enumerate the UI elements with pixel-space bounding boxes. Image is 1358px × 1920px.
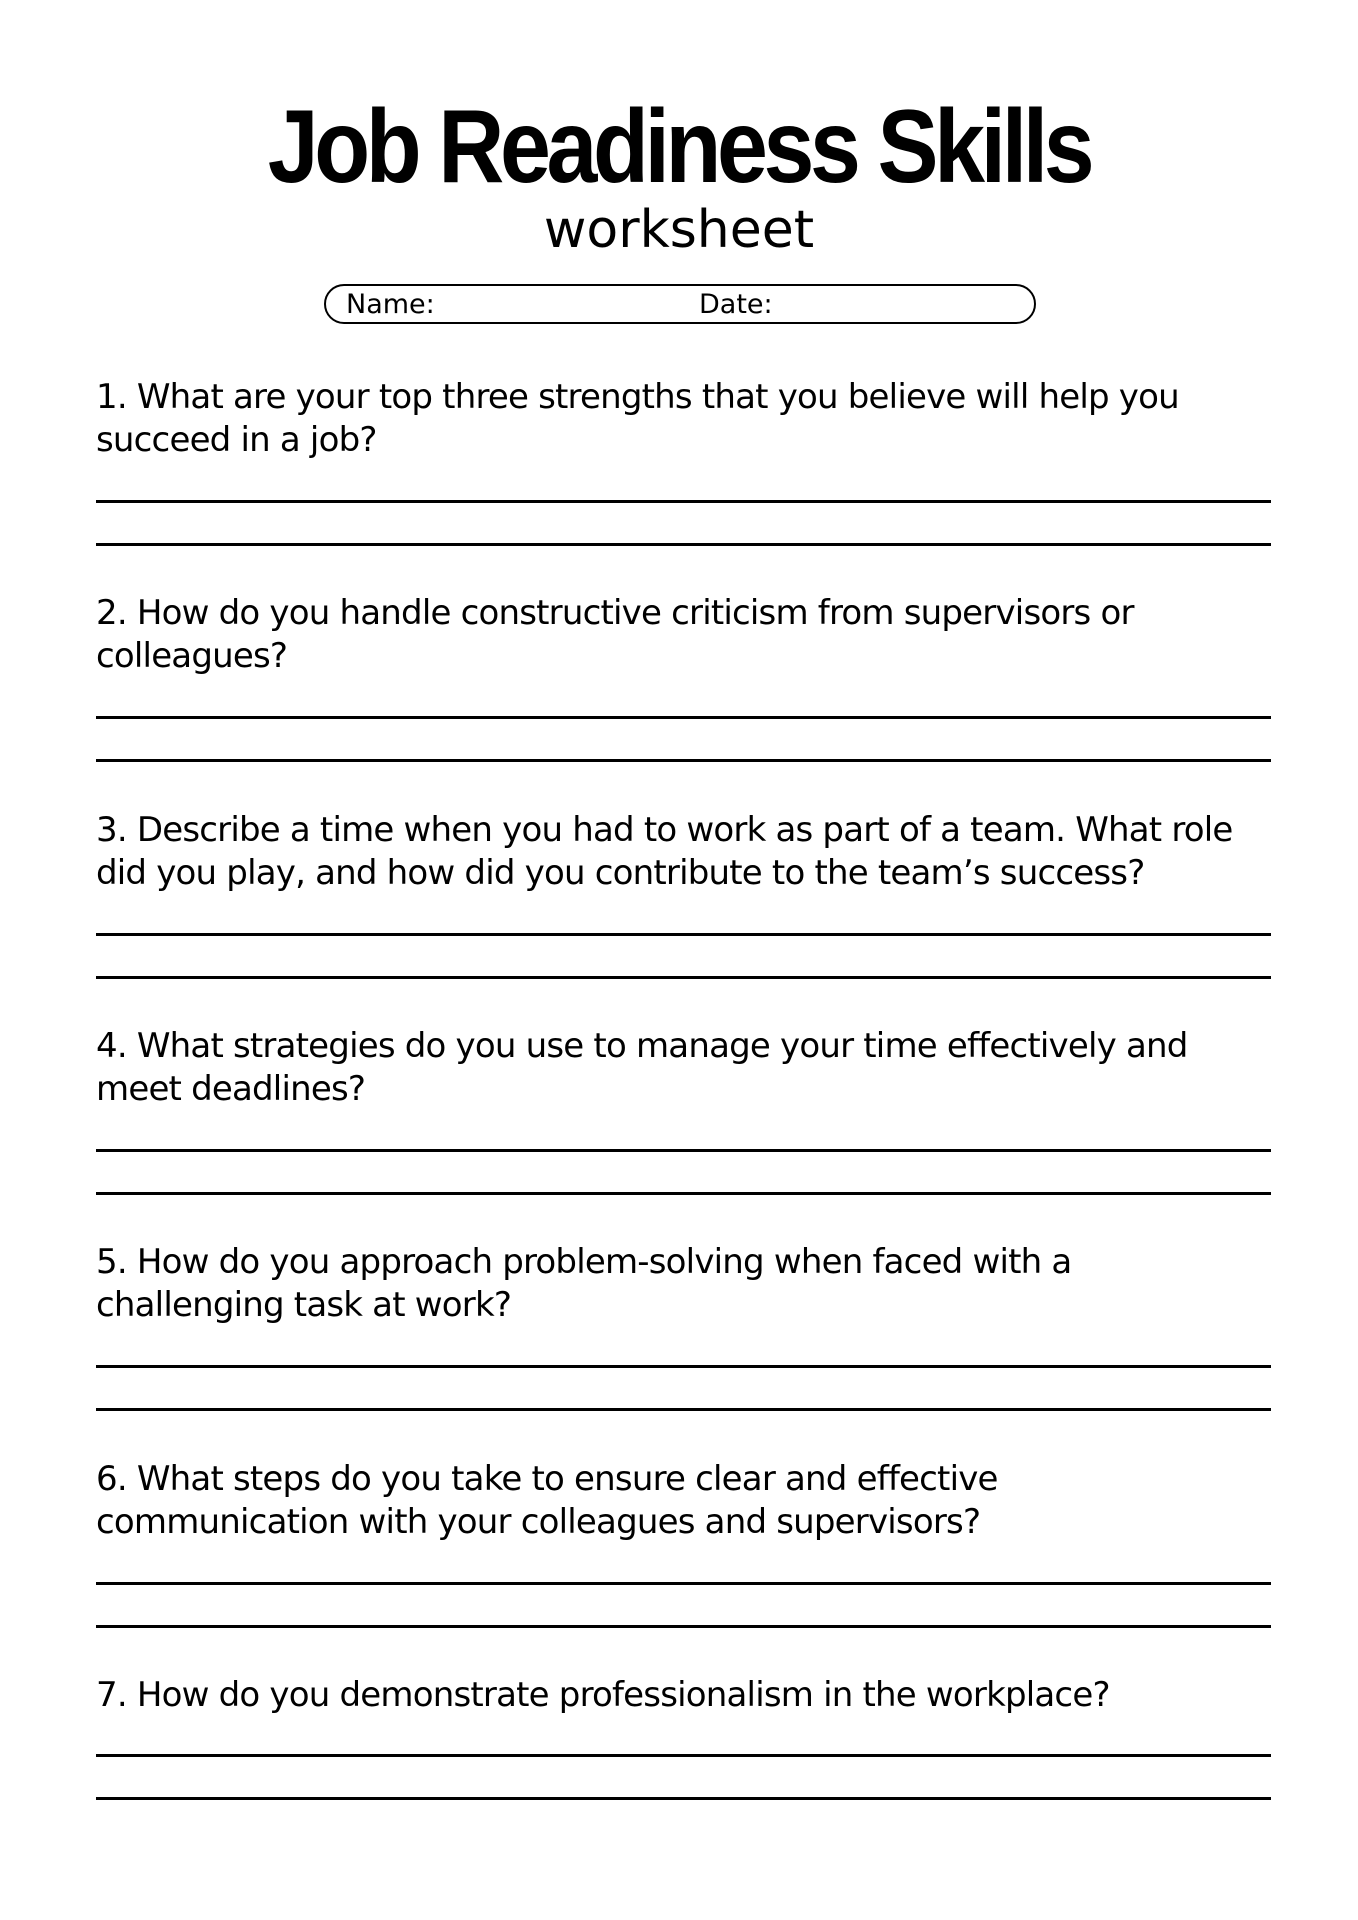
- question-3-line-2: did you play, and how did you contribute to the team’s success?: [96, 853, 1145, 893]
- answer-line-1a[interactable]: [96, 500, 1271, 503]
- answer-line-1b[interactable]: [96, 543, 1271, 546]
- question-3-line-1: 3. Describe a time when you had to work as part of a team. What role: [96, 810, 1233, 850]
- answer-line-3b[interactable]: [96, 976, 1271, 979]
- name-label: Name:: [346, 289, 435, 320]
- question-7: [96, 1674, 1286, 1717]
- question-2-line-2: colleagues?: [96, 636, 288, 676]
- answer-line-6b[interactable]: [96, 1625, 1271, 1628]
- question-4-line-1: 4. What strategies do you use to manage your time effectively and: [96, 1026, 1188, 1066]
- answer-line-3a[interactable]: [96, 933, 1271, 936]
- question-1-line-2: succeed in a job?: [96, 420, 377, 460]
- page-title: Job Readiness Skills: [267, 89, 1091, 205]
- name-date-box[interactable]: [324, 284, 1036, 324]
- question-6-line-1: 6. What steps do you take to ensure clear and effective: [96, 1459, 998, 1499]
- answer-line-6a[interactable]: [96, 1582, 1271, 1585]
- answer-line-4a[interactable]: [96, 1149, 1271, 1152]
- page-subtitle: worksheet: [543, 200, 815, 260]
- question-6: [96, 1458, 1286, 1544]
- date-label: Date:: [699, 289, 773, 320]
- question-7-line-1: 7. How do you demonstrate professionalism in the workplace?: [96, 1675, 1110, 1715]
- question-3: [96, 809, 1286, 895]
- question-2-line-1: 2. How do you handle constructive criticism from supervisors or: [96, 593, 1134, 633]
- question-2: [96, 592, 1286, 678]
- question-4: [96, 1025, 1286, 1111]
- answer-line-2a[interactable]: [96, 716, 1271, 719]
- question-5-line-2: challenging task at work?: [96, 1285, 512, 1325]
- question-4-line-2: meet deadlines?: [96, 1069, 366, 1109]
- question-5-line-1: 5. How do you approach problem-solving when faced with a: [96, 1242, 1072, 1282]
- answer-line-7b[interactable]: [96, 1797, 1271, 1800]
- question-1: [96, 376, 1286, 462]
- answer-line-5b[interactable]: [96, 1408, 1271, 1411]
- question-1-line-1: 1. What are your top three strengths that you believe will help you: [96, 377, 1179, 417]
- answer-line-4b[interactable]: [96, 1192, 1271, 1195]
- answer-line-7a[interactable]: [96, 1754, 1271, 1757]
- question-6-line-2: communication with your colleagues and supervisors?: [96, 1502, 981, 1542]
- question-5: [96, 1241, 1286, 1327]
- answer-line-2b[interactable]: [96, 759, 1271, 762]
- answer-line-5a[interactable]: [96, 1365, 1271, 1368]
